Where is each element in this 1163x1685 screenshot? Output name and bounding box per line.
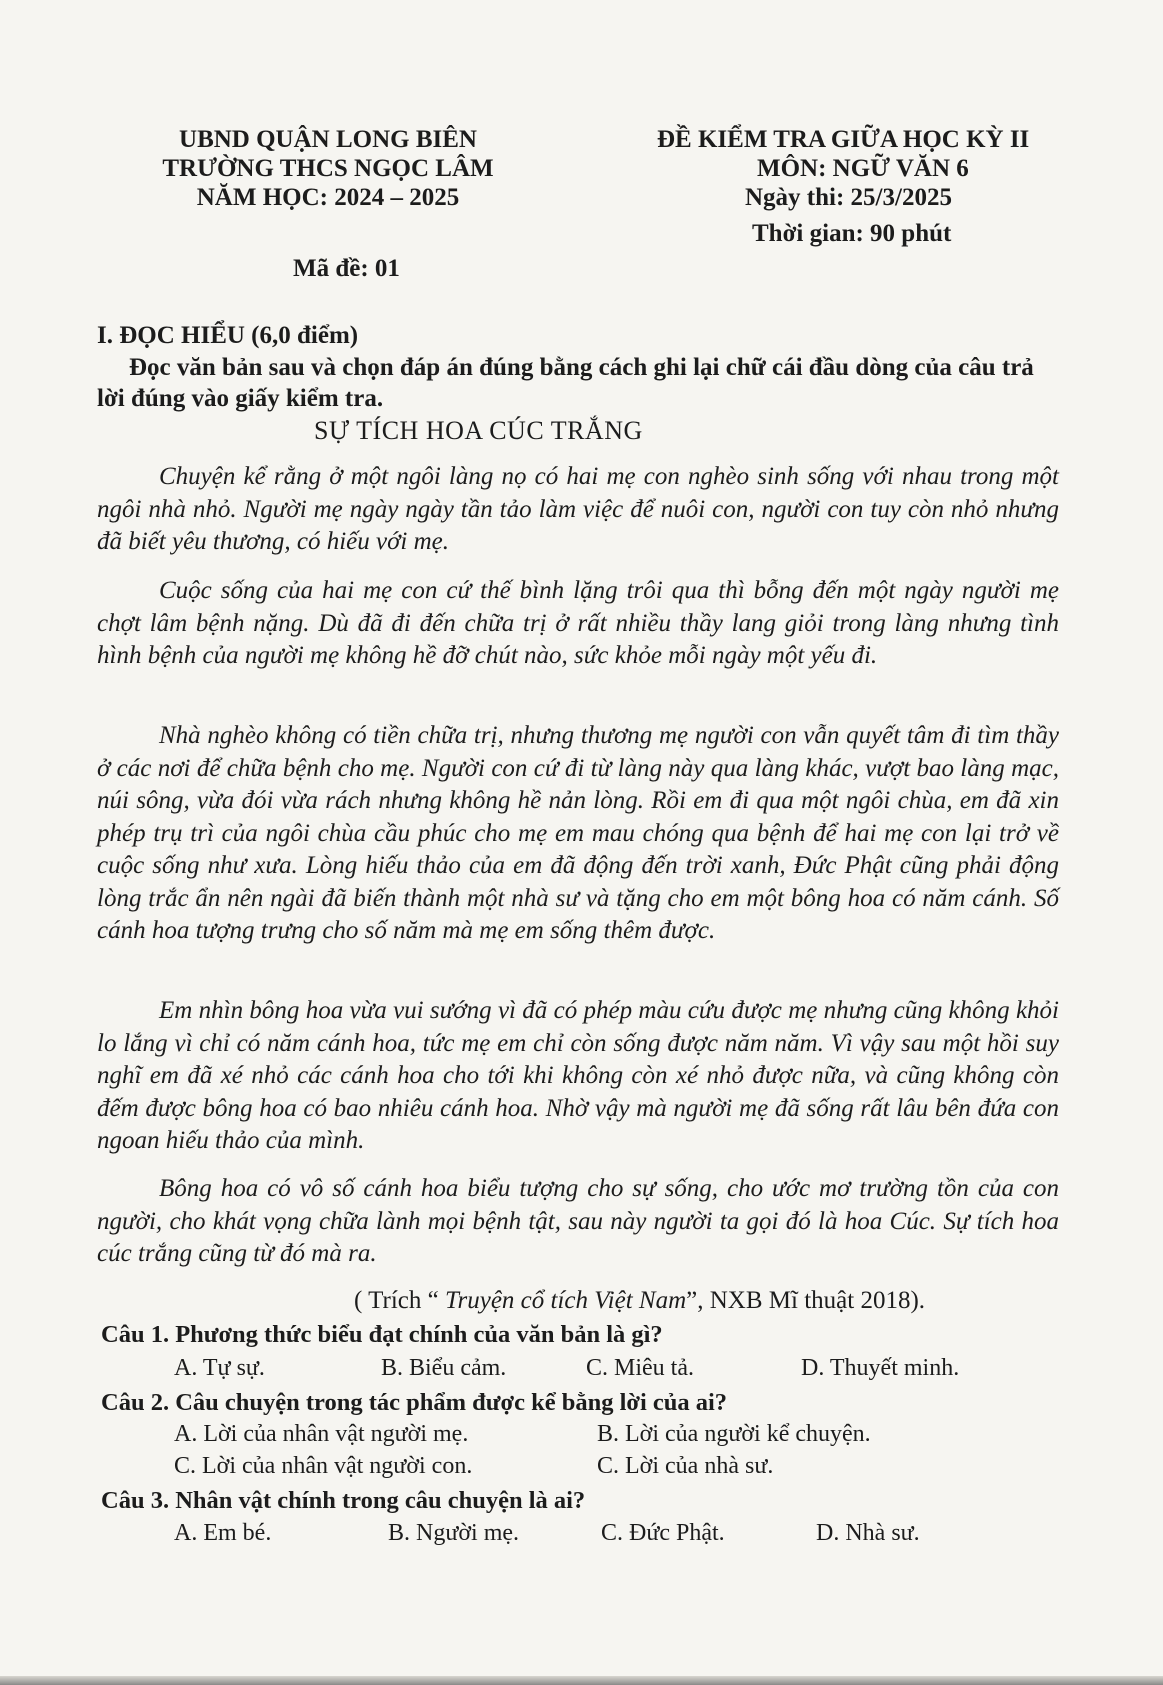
header-subject: MÔN: NGỮ VĂN 6 <box>757 155 969 182</box>
q2-option-a: A. Lời của nhân vật người mẹ. <box>174 1421 469 1447</box>
q3-option-b: B. Người mẹ. <box>388 1520 520 1546</box>
q1-option-b: B. Biểu cảm. <box>381 1355 507 1381</box>
story-paragraph-4: Em nhìn bông hoa vừa vui sướng vì đã có phép màu cứu được mẹ nhưng cũng không khỏi lo lắng vì chỉ có năm cánh hoa, tức mẹ em chỉ còn sống được năm năm. Vì vậy sau một hồi suy nghĩ em đã xé nhỏ các cánh hoa cho tới khi không còn xé nhỏ được nữa, và cũng không còn đếm được bông hoa có bao nhiêu cánh hoa. Nhờ vậy mà người mẹ đã sống rất lâu bên đứa con ngoan hiếu thảo của mình. <box>97 997 1059 1154</box>
header-exam-title: ĐỀ KIỂM TRA GIỮA HỌC KỲ II <box>657 126 1030 153</box>
q3-option-c: C. Đức Phật. <box>601 1520 725 1546</box>
header-authority: UBND QUẬN LONG BIÊN <box>179 126 477 153</box>
q1-option-a: A. Tự sự. <box>174 1355 265 1381</box>
header-duration: Thời gian: 90 phút <box>752 220 952 247</box>
question-2: Câu 2. Câu chuyện trong tác phẩm được kể bằng lời của ai? <box>101 1389 728 1416</box>
q3-option-d: D. Nhà sư. <box>816 1520 920 1546</box>
exam-code: Mã đề: 01 <box>293 255 400 282</box>
story-paragraph-1: Chuyện kể rằng ở một ngôi làng nọ có hai mẹ con nghèo sinh sống với nhau trong một ngôi nhà nhỏ. Người mẹ ngày ngày tần tảo làm việc để nuôi con, người con tuy còn nhỏ nhưng đã biết yêu thương, có hiếu với mẹ. <box>97 463 1059 555</box>
section-instruction: Đọc văn bản sau và chọn đáp án đúng bằng cách ghi lại chữ cái đầu dòng của câu trả lời đúng vào giấy kiểm tra. <box>97 354 1034 412</box>
source-citation <box>354 1287 925 1315</box>
q3-option-a: A. Em bé. <box>174 1520 272 1546</box>
q1-option-c: C. Miêu tả. <box>586 1355 694 1381</box>
scan-bottom-edge <box>0 1676 1163 1685</box>
q2-option-b: B. Lời của người kể chuyện. <box>597 1421 871 1447</box>
header-school-year: NĂM HỌC: 2024 – 2025 <box>196 184 460 211</box>
story-paragraph-3: Nhà nghèo không có tiền chữa trị, nhưng thương mẹ người con vẫn quyết tâm đi tìm thầy ở các nơi để chữa bệnh cho mẹ. Người con cứ đi từ làng này qua làng khác, vượt bao làng mạc, núi sông, vừa đói vừa rách nhưng không hề nản lòng. Rồi em đi qua một ngôi chùa, em đã xin phép trụ trì của ngôi chùa cầu phúc cho mẹ em mau chóng qua bệnh để hai mẹ con lại trở về cuộc sống như xưa. Lòng hiếu thảo của em đã động đến trời xanh, Đức Phật cũng phải động lòng trắc ẩn nên ngài đã biến thành một nhà sư và tặng cho em một bông hoa có năm cánh. Số cánh hoa tượng trưng cho số năm mà mẹ em sống thêm được. <box>97 722 1059 944</box>
source-book-title: Truyện cổ tích Việt Nam <box>444 1287 687 1314</box>
section-title: I. ĐỌC HIỂU (6,0 điểm) <box>97 322 359 349</box>
q1-option-d: D. Thuyết minh. <box>801 1355 960 1381</box>
q2-option-d: C. Lời của nhà sư. <box>597 1453 774 1479</box>
story-paragraph-2: Cuộc sống của hai mẹ con cứ thế bình lặng trôi qua thì bỗng đến một ngày người mẹ chợt lâm bệnh nặng. Dù đã đi đến chữa trị ở rất nhiều thầy lang giỏi trong làng nhưng tình hình bệnh của người mẹ không hề đỡ chút nào, sức khỏe mỗi ngày một yếu đi. <box>97 577 1059 669</box>
q2-option-c: C. Lời của nhân vật người con. <box>174 1453 473 1479</box>
story-paragraph-5: Bông hoa có vô số cánh hoa biểu tượng cho sự sống, cho ước mơ trường tồn của con người, cho khát vọng chữa lành mọi bệnh tật, sau này người ta gọi đó là hoa Cúc. Sự tích hoa cúc trắng cũng từ đó mà ra. <box>97 1175 1059 1267</box>
header-exam-date: Ngày thi: 25/3/2025 <box>745 184 952 211</box>
question-3: Câu 3. Nhân vật chính trong câu chuyện là ai? <box>101 1487 586 1514</box>
source-prefix: ( Trích “ <box>354 1287 445 1314</box>
source-publisher: ”, NXB Mĩ thuật 2018). <box>686 1287 926 1314</box>
story-title: SỰ TÍCH HOA CÚC TRẮNG <box>314 416 643 445</box>
question-1: Câu 1. Phương thức biểu đạt chính của văn bản là gì? <box>101 1321 663 1348</box>
header-school: TRƯỜNG THCS NGỌC LÂM <box>162 155 494 182</box>
